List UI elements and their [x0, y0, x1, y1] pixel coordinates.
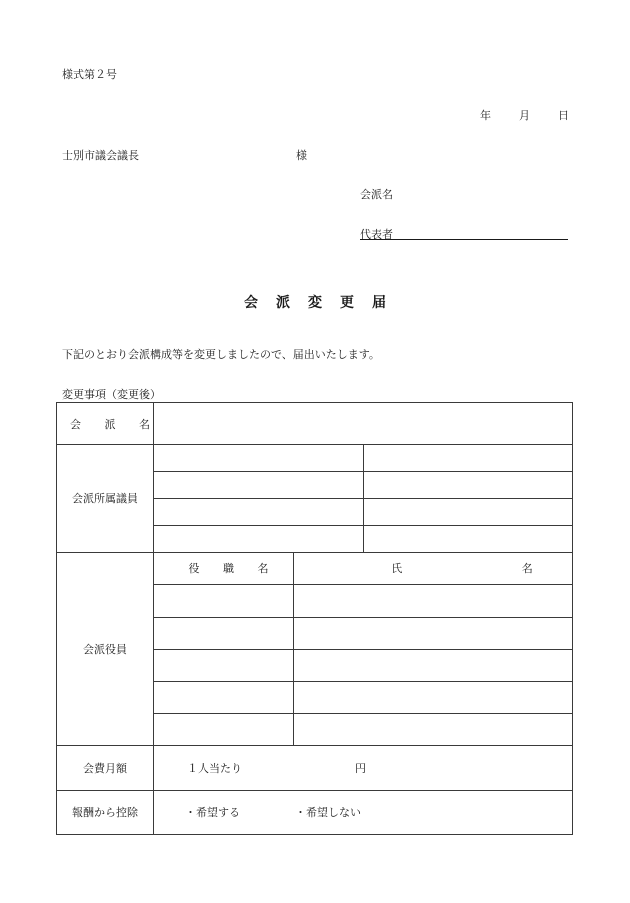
date-day: 日 — [558, 109, 569, 122]
honorific: 様 — [296, 149, 307, 162]
fee-per-person-label: １人当たり — [187, 761, 242, 775]
body-text: 下記のとおり会派構成等を変更しましたので、届出いたします。 — [62, 348, 380, 361]
row-divider — [153, 681, 572, 682]
org-name-label: 会派名 — [360, 188, 393, 201]
deduction-row-label: 報酬から控除 — [72, 806, 138, 819]
label-column-divider — [153, 403, 154, 834]
representative-label: 代表者 — [360, 228, 393, 241]
representative-underline — [360, 239, 568, 240]
fee-row-label: 会費月額 — [83, 761, 127, 775]
officers-row-label: 会派役員 — [83, 642, 127, 656]
position-column-header: 役 職 名 — [188, 562, 279, 575]
date-year: 年 — [480, 109, 491, 122]
section-label: 変更事項（変更後） — [62, 388, 161, 401]
addressee: 士別市議会議長 — [62, 149, 139, 162]
deduction-option-no: ・希望しない — [295, 806, 361, 819]
name-column-header: 氏 名 — [391, 562, 591, 575]
org-name-row-label: 会 派 名 — [70, 417, 160, 431]
date-line — [480, 107, 569, 123]
row-divider — [153, 617, 572, 618]
date-month: 月 — [519, 109, 530, 122]
fee-unit-label: 円 — [355, 761, 366, 775]
deduction-option-yes: ・希望する — [185, 806, 240, 819]
form-number: 様式第２号 — [62, 68, 117, 81]
member-column-divider — [363, 444, 364, 552]
row-divider — [153, 713, 572, 714]
members-row-label: 会派所属議員 — [72, 492, 138, 505]
row-divider — [153, 649, 572, 650]
change-details-table — [56, 402, 591, 835]
document-title: 会派変更届 — [244, 295, 404, 311]
row-divider — [153, 584, 572, 585]
